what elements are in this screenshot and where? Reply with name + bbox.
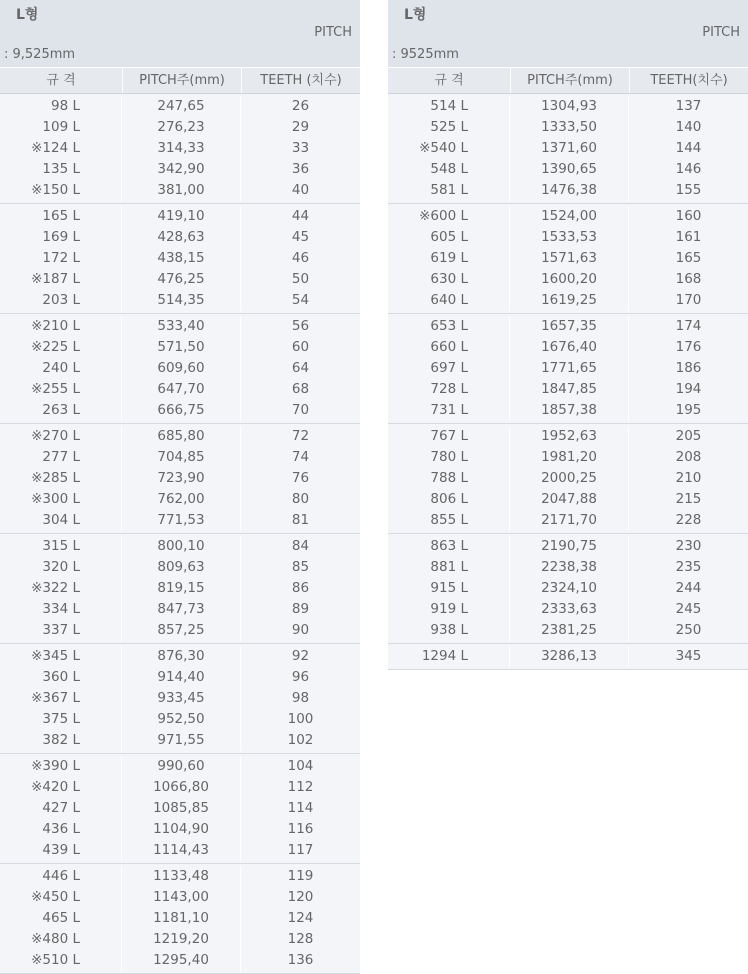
cell-teeth: 56 xyxy=(291,318,310,334)
cell-pitch: 723,90 xyxy=(122,468,241,489)
cell-teeth: 137 xyxy=(675,98,702,114)
cell-teeth: 208 xyxy=(675,449,702,465)
cell-pitch: 1371,60 xyxy=(510,138,629,159)
cell-spec: 605 L xyxy=(388,227,510,248)
table-row xyxy=(0,908,360,929)
cell-spec: 919 L xyxy=(388,599,510,620)
cell-spec: 640 L xyxy=(388,290,510,311)
cell-spec: 465 L xyxy=(0,908,122,929)
cell-pitch: 1619,25 xyxy=(510,290,629,311)
cell-pitch: 514,35 xyxy=(122,290,241,311)
cell-pitch: 1657,35 xyxy=(510,316,629,337)
table-row xyxy=(0,688,360,709)
cell-spec: 1294 L xyxy=(388,646,510,667)
cell-teeth: 33 xyxy=(291,140,310,156)
table-row xyxy=(388,180,748,201)
cell-teeth: 100 xyxy=(287,711,314,727)
cell-teeth: 92 xyxy=(291,648,310,664)
cell-spec: ※225 L xyxy=(0,337,122,358)
cell-pitch: 247,65 xyxy=(122,96,241,117)
cell-pitch: 1304,93 xyxy=(510,96,629,117)
cell-teeth: 245 xyxy=(675,601,702,617)
cell-pitch: 971,55 xyxy=(122,730,241,751)
cell-spec: 660 L xyxy=(388,337,510,358)
right-panel xyxy=(388,0,748,670)
table-row xyxy=(0,290,360,311)
table-row xyxy=(0,730,360,751)
table-row xyxy=(388,206,748,227)
table-row xyxy=(0,379,360,400)
pitch-value: : 9,525mm xyxy=(4,47,76,62)
table-row xyxy=(0,468,360,489)
cell-spec: 382 L xyxy=(0,730,122,751)
cell-spec: 169 L xyxy=(0,227,122,248)
cell-teeth: 112 xyxy=(287,779,314,795)
table-row xyxy=(0,557,360,578)
table-row xyxy=(388,358,748,379)
table-row xyxy=(388,426,748,447)
column-header-pitch: PITCH주(mm) xyxy=(123,68,242,93)
cell-spec: ※270 L xyxy=(0,426,122,447)
table-row xyxy=(0,96,360,117)
cell-pitch: 342,90 xyxy=(122,159,241,180)
cell-teeth: 161 xyxy=(675,229,702,245)
cell-teeth: 170 xyxy=(675,292,702,308)
cell-spec: 767 L xyxy=(388,426,510,447)
cell-pitch: 1390,65 xyxy=(510,159,629,180)
cell-spec: 881 L xyxy=(388,557,510,578)
cell-teeth: 90 xyxy=(291,622,310,638)
cell-teeth: 345 xyxy=(675,648,702,664)
table-row xyxy=(0,819,360,840)
cell-teeth: 119 xyxy=(287,868,314,884)
cell-teeth: 210 xyxy=(675,470,702,486)
cell-pitch: 1066,80 xyxy=(122,777,241,798)
cell-spec: 135 L xyxy=(0,159,122,180)
cell-pitch: 428,63 xyxy=(122,227,241,248)
cell-teeth: 98 xyxy=(291,690,310,706)
cell-spec: ※300 L xyxy=(0,489,122,510)
table-row xyxy=(0,929,360,950)
cell-teeth: 124 xyxy=(287,910,314,926)
cell-spec: 439 L xyxy=(0,840,122,861)
cell-spec: 263 L xyxy=(0,400,122,421)
table-row xyxy=(0,667,360,688)
cell-pitch: 2333,63 xyxy=(510,599,629,620)
cell-pitch: 2324,10 xyxy=(510,578,629,599)
cell-spec: ※450 L xyxy=(0,887,122,908)
cell-pitch: 533,40 xyxy=(122,316,241,337)
cell-teeth: 194 xyxy=(675,381,702,397)
cell-spec: 938 L xyxy=(388,620,510,641)
cell-teeth: 76 xyxy=(291,470,310,486)
cell-spec: ※322 L xyxy=(0,578,122,599)
cell-pitch: 933,45 xyxy=(122,688,241,709)
cell-teeth: 165 xyxy=(675,250,702,266)
table-row xyxy=(0,337,360,358)
table-row xyxy=(388,646,748,667)
table-row xyxy=(0,950,360,971)
panel-header xyxy=(388,0,748,68)
cell-pitch: 1133,48 xyxy=(122,866,241,887)
cell-pitch: 1333,50 xyxy=(510,117,629,138)
row-group xyxy=(388,644,748,670)
cell-pitch: 809,63 xyxy=(122,557,241,578)
cell-spec: 315 L xyxy=(0,536,122,557)
cell-pitch: 1524,00 xyxy=(510,206,629,227)
cell-pitch: 952,50 xyxy=(122,709,241,730)
cell-spec: 446 L xyxy=(0,866,122,887)
table-row xyxy=(0,866,360,887)
table-row xyxy=(388,489,748,510)
cell-teeth: 186 xyxy=(675,360,702,376)
cell-spec: 780 L xyxy=(388,447,510,468)
cell-spec: ※187 L xyxy=(0,269,122,290)
column-header-spec: 규 격 xyxy=(0,68,123,93)
cell-spec: 653 L xyxy=(388,316,510,337)
cell-spec: 277 L xyxy=(0,447,122,468)
cell-spec: 337 L xyxy=(0,620,122,641)
table-row xyxy=(388,578,748,599)
table-row xyxy=(0,426,360,447)
cell-teeth: 195 xyxy=(675,402,702,418)
cell-spec: 427 L xyxy=(0,798,122,819)
cell-teeth: 40 xyxy=(291,182,310,198)
cell-spec: 334 L xyxy=(0,599,122,620)
cell-spec: 165 L xyxy=(0,206,122,227)
cell-teeth: 146 xyxy=(675,161,702,177)
cell-pitch: 1847,85 xyxy=(510,379,629,400)
cell-spec: 375 L xyxy=(0,709,122,730)
cell-pitch: 1181,10 xyxy=(122,908,241,929)
cell-spec: ※124 L xyxy=(0,138,122,159)
cell-spec: ※480 L xyxy=(0,929,122,950)
cell-pitch: 685,80 xyxy=(122,426,241,447)
table-row xyxy=(388,290,748,311)
cell-spec: ※210 L xyxy=(0,316,122,337)
row-group xyxy=(0,864,360,974)
table-row xyxy=(388,248,748,269)
cell-pitch: 1857,38 xyxy=(510,400,629,421)
table-row xyxy=(0,138,360,159)
table-row xyxy=(388,337,748,358)
column-header-pitch: PITCH주(mm) xyxy=(511,68,630,93)
cell-pitch: 800,10 xyxy=(122,536,241,557)
table-row xyxy=(0,536,360,557)
table-row xyxy=(0,840,360,861)
cell-teeth: 70 xyxy=(291,402,310,418)
cell-teeth: 64 xyxy=(291,360,310,376)
cell-pitch: 2381,25 xyxy=(510,620,629,641)
cell-teeth: 215 xyxy=(675,491,702,507)
table-row xyxy=(0,887,360,908)
row-group xyxy=(388,424,748,534)
cell-teeth: 114 xyxy=(287,800,314,816)
left-panel xyxy=(0,0,360,974)
table-row xyxy=(0,400,360,421)
cell-teeth: 174 xyxy=(675,318,702,334)
cell-pitch: 1771,65 xyxy=(510,358,629,379)
cell-teeth: 155 xyxy=(675,182,702,198)
table-row xyxy=(0,447,360,468)
table-row xyxy=(388,138,748,159)
cell-spec: ※540 L xyxy=(388,138,510,159)
table-row xyxy=(0,117,360,138)
table-row xyxy=(388,269,748,290)
table-row xyxy=(388,379,748,400)
cell-spec: 630 L xyxy=(388,269,510,290)
column-header-spec: 규 격 xyxy=(388,68,511,93)
cell-teeth: 176 xyxy=(675,339,702,355)
cell-pitch: 1143,00 xyxy=(122,887,241,908)
cell-pitch: 1219,20 xyxy=(122,929,241,950)
cell-spec: 109 L xyxy=(0,117,122,138)
cell-pitch: 2047,88 xyxy=(510,489,629,510)
pitch-label: PITCH xyxy=(314,25,352,40)
cell-teeth: 36 xyxy=(291,161,310,177)
table-row xyxy=(0,510,360,531)
table-row xyxy=(0,709,360,730)
column-header-teeth: TEETH (치수) xyxy=(260,73,342,88)
cell-spec: 514 L xyxy=(388,96,510,117)
table-row xyxy=(0,777,360,798)
cell-pitch: 914,40 xyxy=(122,667,241,688)
column-header-row xyxy=(0,68,360,94)
cell-teeth: 230 xyxy=(675,538,702,554)
panel-title: L형 xyxy=(404,7,427,23)
cell-pitch: 1571,63 xyxy=(510,248,629,269)
table-row xyxy=(388,510,748,531)
cell-teeth: 160 xyxy=(675,208,702,224)
column-header-row xyxy=(388,68,748,94)
cell-teeth: 80 xyxy=(291,491,310,507)
row-group xyxy=(0,754,360,864)
cell-spec: ※420 L xyxy=(0,777,122,798)
cell-spec: 855 L xyxy=(388,510,510,531)
table-row xyxy=(388,620,748,641)
cell-teeth: 60 xyxy=(291,339,310,355)
table-row xyxy=(0,798,360,819)
cell-teeth: 89 xyxy=(291,601,310,617)
table-row xyxy=(0,159,360,180)
row-group xyxy=(388,94,748,204)
cell-spec: 98 L xyxy=(0,96,122,117)
cell-teeth: 54 xyxy=(291,292,310,308)
table-row xyxy=(388,400,748,421)
cell-teeth: 116 xyxy=(287,821,314,837)
cell-spec: 728 L xyxy=(388,379,510,400)
cell-teeth: 96 xyxy=(291,669,310,685)
cell-pitch: 647,70 xyxy=(122,379,241,400)
row-group xyxy=(0,204,360,314)
row-group xyxy=(0,644,360,754)
cell-pitch: 1114,43 xyxy=(122,840,241,861)
cell-pitch: 381,00 xyxy=(122,180,241,201)
cell-teeth: 50 xyxy=(291,271,310,287)
cell-pitch: 2171,70 xyxy=(510,510,629,531)
cell-spec: ※150 L xyxy=(0,180,122,201)
table-row xyxy=(0,489,360,510)
cell-pitch: 1104,90 xyxy=(122,819,241,840)
cell-pitch: 876,30 xyxy=(122,646,241,667)
cell-teeth: 140 xyxy=(675,119,702,135)
cell-pitch: 990,60 xyxy=(122,756,241,777)
cell-pitch: 704,85 xyxy=(122,447,241,468)
table-row xyxy=(0,206,360,227)
table-row xyxy=(0,358,360,379)
table-row xyxy=(388,227,748,248)
cell-spec: 172 L xyxy=(0,248,122,269)
table-row xyxy=(0,248,360,269)
cell-teeth: 84 xyxy=(291,538,310,554)
table-row xyxy=(0,578,360,599)
cell-pitch: 419,10 xyxy=(122,206,241,227)
cell-pitch: 857,25 xyxy=(122,620,241,641)
row-group xyxy=(0,94,360,204)
cell-teeth: 128 xyxy=(287,931,314,947)
cell-pitch: 847,73 xyxy=(122,599,241,620)
cell-teeth: 117 xyxy=(287,842,314,858)
cell-pitch: 1085,85 xyxy=(122,798,241,819)
cell-teeth: 74 xyxy=(291,449,310,465)
cell-teeth: 29 xyxy=(291,119,310,135)
table-row xyxy=(0,316,360,337)
cell-pitch: 2000,25 xyxy=(510,468,629,489)
row-group xyxy=(0,534,360,644)
cell-spec: 697 L xyxy=(388,358,510,379)
cell-pitch: 571,50 xyxy=(122,337,241,358)
cell-teeth: 250 xyxy=(675,622,702,638)
cell-pitch: 1676,40 xyxy=(510,337,629,358)
cell-pitch: 3286,13 xyxy=(510,646,629,667)
cell-pitch: 1952,63 xyxy=(510,426,629,447)
table-row xyxy=(388,447,748,468)
cell-spec: 525 L xyxy=(388,117,510,138)
cell-pitch: 2238,38 xyxy=(510,557,629,578)
cell-pitch: 1600,20 xyxy=(510,269,629,290)
cell-teeth: 120 xyxy=(287,889,314,905)
cell-teeth: 244 xyxy=(675,580,702,596)
table-row xyxy=(388,117,748,138)
cell-teeth: 228 xyxy=(675,512,702,528)
table-row xyxy=(388,468,748,489)
cell-teeth: 168 xyxy=(675,271,702,287)
cell-teeth: 86 xyxy=(291,580,310,596)
cell-spec: ※255 L xyxy=(0,379,122,400)
table-row xyxy=(388,316,748,337)
cell-spec: 320 L xyxy=(0,557,122,578)
cell-spec: 240 L xyxy=(0,358,122,379)
table-row xyxy=(0,756,360,777)
cell-teeth: 46 xyxy=(291,250,310,266)
cell-spec: 863 L xyxy=(388,536,510,557)
row-group xyxy=(0,424,360,534)
cell-spec: 203 L xyxy=(0,290,122,311)
panel-title: L형 xyxy=(16,7,39,23)
pitch-value: : 9525mm xyxy=(392,47,459,62)
cell-pitch: 609,60 xyxy=(122,358,241,379)
panel-header xyxy=(0,0,360,68)
table-row xyxy=(388,599,748,620)
cell-spec: 619 L xyxy=(388,248,510,269)
row-group xyxy=(388,314,748,424)
pitch-label: PITCH xyxy=(702,25,740,40)
row-group xyxy=(388,534,748,644)
row-group xyxy=(0,314,360,424)
cell-teeth: 85 xyxy=(291,559,310,575)
cell-teeth: 81 xyxy=(291,512,310,528)
table-row xyxy=(0,269,360,290)
cell-teeth: 136 xyxy=(287,952,314,968)
cell-spec: 788 L xyxy=(388,468,510,489)
cell-spec: ※390 L xyxy=(0,756,122,777)
table-row xyxy=(388,96,748,117)
cell-pitch: 1533,53 xyxy=(510,227,629,248)
table-row xyxy=(388,536,748,557)
cell-spec: 915 L xyxy=(388,578,510,599)
table-row xyxy=(0,227,360,248)
cell-pitch: 1476,38 xyxy=(510,180,629,201)
table-row xyxy=(388,159,748,180)
cell-teeth: 102 xyxy=(287,732,314,748)
cell-teeth: 144 xyxy=(675,140,702,156)
cell-teeth: 235 xyxy=(675,559,702,575)
table-row xyxy=(0,646,360,667)
cell-pitch: 1981,20 xyxy=(510,447,629,468)
cell-pitch: 476,25 xyxy=(122,269,241,290)
cell-spec: ※285 L xyxy=(0,468,122,489)
cell-teeth: 104 xyxy=(287,758,314,774)
table-body xyxy=(0,94,360,974)
cell-spec: 806 L xyxy=(388,489,510,510)
cell-pitch: 762,00 xyxy=(122,489,241,510)
cell-teeth: 205 xyxy=(675,428,702,444)
cell-pitch: 276,23 xyxy=(122,117,241,138)
cell-pitch: 2190,75 xyxy=(510,536,629,557)
table-row xyxy=(0,180,360,201)
cell-pitch: 438,15 xyxy=(122,248,241,269)
cell-pitch: 1295,40 xyxy=(122,950,241,971)
cell-pitch: 771,53 xyxy=(122,510,241,531)
cell-teeth: 26 xyxy=(291,98,310,114)
cell-spec: ※367 L xyxy=(0,688,122,709)
row-group xyxy=(388,204,748,314)
cell-pitch: 314,33 xyxy=(122,138,241,159)
cell-teeth: 44 xyxy=(291,208,310,224)
cell-spec: 731 L xyxy=(388,400,510,421)
table-row xyxy=(388,557,748,578)
cell-teeth: 68 xyxy=(291,381,310,397)
cell-spec: ※510 L xyxy=(0,950,122,971)
cell-pitch: 819,15 xyxy=(122,578,241,599)
table-body xyxy=(388,94,748,670)
table-row xyxy=(0,620,360,641)
table-row xyxy=(0,599,360,620)
cell-teeth: 72 xyxy=(291,428,310,444)
cell-teeth: 45 xyxy=(291,229,310,245)
cell-spec: 436 L xyxy=(0,819,122,840)
cell-spec: ※345 L xyxy=(0,646,122,667)
cell-spec: 548 L xyxy=(388,159,510,180)
cell-spec: 360 L xyxy=(0,667,122,688)
column-header-teeth: TEETH(치수) xyxy=(650,73,728,88)
cell-spec: 304 L xyxy=(0,510,122,531)
cell-spec: 581 L xyxy=(388,180,510,201)
cell-spec: ※600 L xyxy=(388,206,510,227)
cell-pitch: 666,75 xyxy=(122,400,241,421)
